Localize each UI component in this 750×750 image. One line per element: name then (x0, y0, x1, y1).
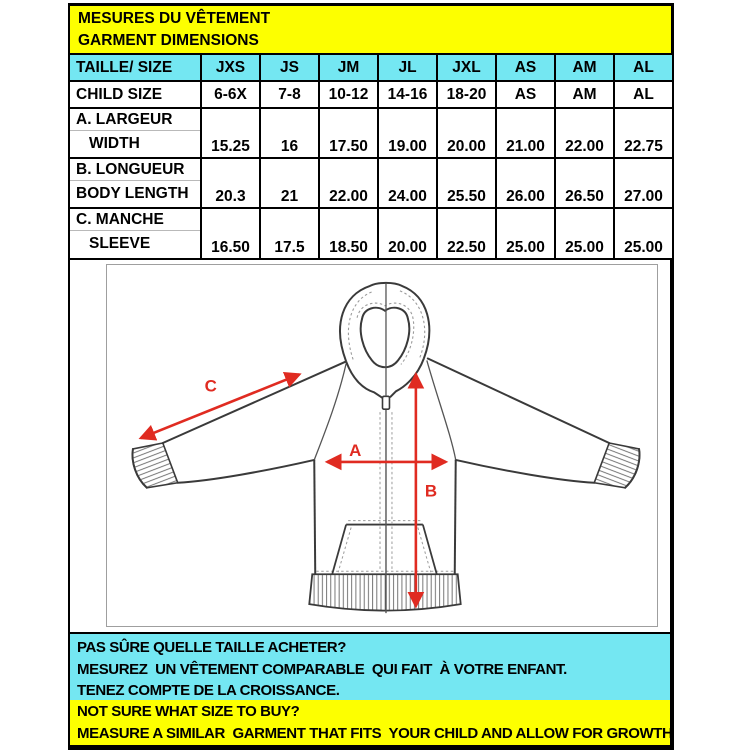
body-length-label-fr: B. LONGUEUR (70, 159, 200, 181)
body-length-value: 27.00 (614, 158, 673, 208)
sleeve-row (69, 208, 673, 259)
title-block (68, 3, 674, 53)
sleeve-label-fr: C. MANCHE (70, 209, 200, 231)
width-value: 22.00 (555, 108, 614, 158)
sleeve-row-label (69, 208, 201, 259)
label-a: A (349, 440, 362, 460)
footer-en-line1: NOT SURE WHAT SIZE TO BUY? (77, 703, 300, 720)
left-cuff (132, 443, 177, 488)
bottom-black-bar (68, 745, 674, 750)
diagram-cell (68, 260, 674, 632)
footer-english (68, 700, 674, 745)
child-size-value: AM (555, 81, 614, 108)
width-row-label (69, 108, 201, 158)
body-outline (314, 460, 455, 574)
child-size-value: 10-12 (319, 81, 378, 108)
body-length-label-en: BODY LENGTH (76, 185, 189, 202)
sleeve-value: 20.00 (378, 208, 437, 259)
size-col-header: AS (496, 54, 555, 81)
size-col-header: AM (555, 54, 614, 81)
body-length-value: 22.00 (319, 158, 378, 208)
width-value: 22.75 (614, 108, 673, 158)
child-size-value: AS (496, 81, 555, 108)
hoodie-image-frame (106, 264, 658, 627)
width-value: 20.00 (437, 108, 496, 158)
width-value: 17.50 (319, 108, 378, 158)
size-table (68, 53, 674, 260)
width-value: 19.00 (378, 108, 437, 158)
content-column (68, 3, 674, 750)
size-col-header: JXS (201, 54, 260, 81)
footer-fr-line2: MESUREZ UN VÊTEMENT COMPARABLE QUI FAIT À VOTRE ENFANT. (77, 660, 567, 678)
label-c: C (204, 376, 217, 396)
width-label-fr: A. LARGEUR (70, 109, 200, 131)
size-header-row (69, 54, 673, 81)
width-label-en: WIDTH (89, 135, 140, 152)
footer-french (68, 632, 674, 700)
body-length-value: 26.50 (555, 158, 614, 208)
size-col-header: JM (319, 54, 378, 81)
body-length-row (69, 158, 673, 208)
child-size-value: 18-20 (437, 81, 496, 108)
arrow-c (141, 374, 299, 438)
size-col-header: JS (260, 54, 319, 81)
sleeve-value: 17.5 (260, 208, 319, 259)
child-size-value: 14-16 (378, 81, 437, 108)
body-length-value: 26.00 (496, 158, 555, 208)
right-cuff (594, 443, 639, 488)
left-armhole-seam (314, 363, 346, 459)
kangaroo-pocket (332, 525, 437, 575)
sleeve-value: 16.50 (201, 208, 260, 259)
body-length-row-label (69, 158, 201, 208)
child-size-row (69, 81, 673, 108)
size-col-header: JL (378, 54, 437, 81)
sleeve-label-en: SLEEVE (89, 235, 151, 252)
label-b: B (424, 481, 438, 501)
width-value: 16 (260, 108, 319, 158)
child-size-value: AL (614, 81, 673, 108)
zipper-pull (382, 396, 389, 409)
sleeve-value: 18.50 (319, 208, 378, 259)
body-length-value: 25.50 (437, 158, 496, 208)
child-size-value: 7-8 (260, 81, 319, 108)
width-value: 15.25 (201, 108, 260, 158)
footer-en-line2: MEASURE A SIMILAR GARMENT THAT FITS YOUR CHILD AND ALLOW FOR GROWTH (77, 724, 673, 742)
hoodie-diagram (107, 265, 657, 626)
size-header-label: TAILLE/ SIZE (69, 54, 201, 81)
title-french: MESURES DU VÊTEMENT (78, 10, 271, 27)
width-value: 21.00 (496, 108, 555, 158)
size-col-header: AL (614, 54, 673, 81)
body-length-value: 20.3 (201, 158, 260, 208)
right-armhole-seam (427, 360, 456, 459)
child-size-value: 6-6X (201, 81, 260, 108)
measurement-arrows (141, 374, 446, 606)
footer-fr-line3: TENEZ COMPTE DE LA CROISSANCE. (77, 682, 340, 699)
width-row (69, 108, 673, 158)
sleeve-value: 25.00 (496, 208, 555, 259)
waistband (309, 574, 460, 610)
sleeve-value: 22.50 (437, 208, 496, 259)
body-length-value: 24.00 (378, 158, 437, 208)
sleeve-value: 25.00 (555, 208, 614, 259)
body-length-value: 21 (260, 158, 319, 208)
size-col-header: JXL (437, 54, 496, 81)
sleeve-value: 25.00 (614, 208, 673, 259)
title-english: GARMENT DIMENSIONS (78, 32, 259, 49)
footer-fr-line1: PAS SÛRE QUELLE TAILLE ACHETER? (77, 639, 346, 656)
arrow-labels (205, 376, 437, 500)
child-size-label: CHILD SIZE (69, 81, 201, 108)
